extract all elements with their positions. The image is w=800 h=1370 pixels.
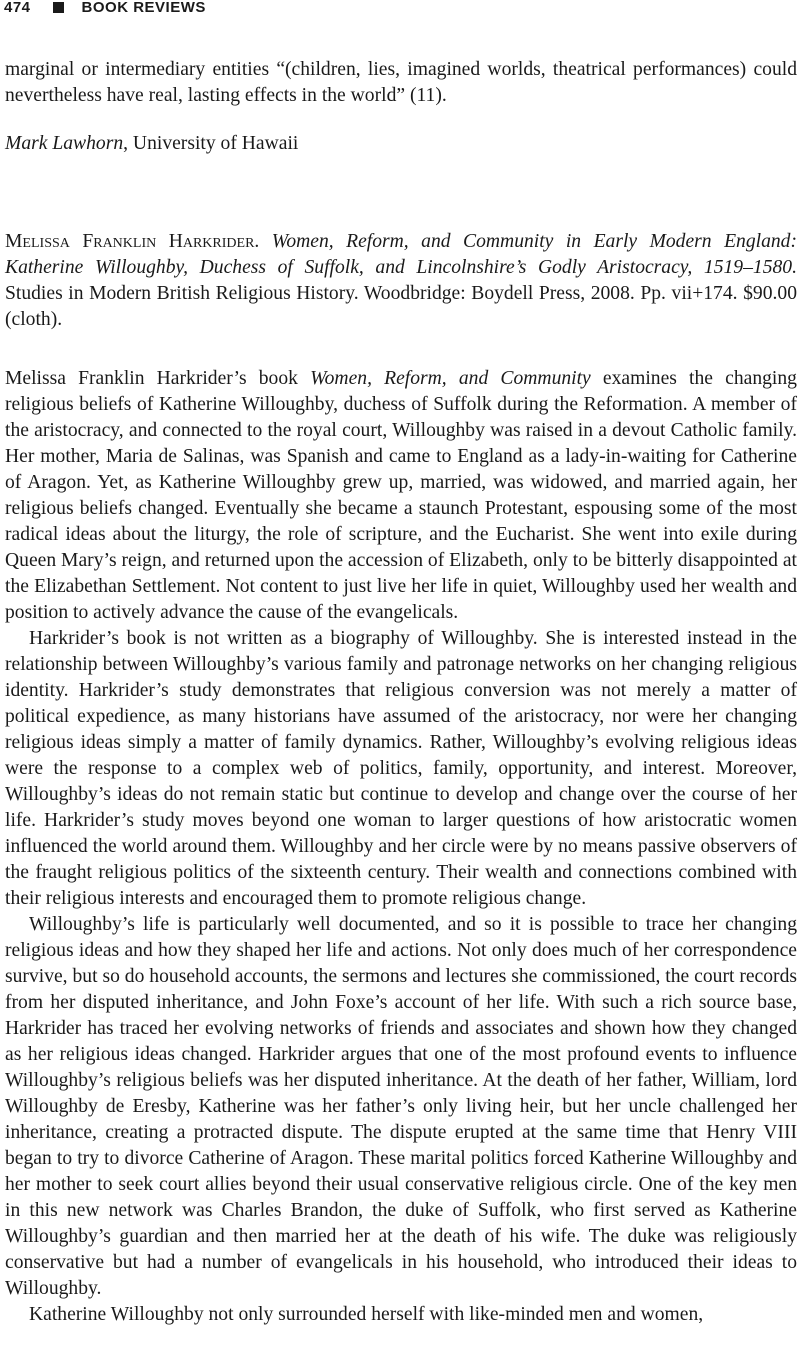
- book-author: Melissa Franklin Harkrider.: [5, 231, 260, 252]
- page-number: 474: [4, 0, 31, 16]
- previous-review-ending: [5, 57, 797, 109]
- book-citation: [5, 229, 797, 333]
- reviewer-signature: [5, 131, 797, 157]
- paragraph-1: [5, 366, 797, 626]
- previous-review-closing-text: marginal or intermediary entities “(children, lies, imagined worlds, theatrical performances) could nevertheless have real, lasting effects in the world” (11).: [5, 59, 797, 106]
- paragraph-2: Harkrider’s book is not written as a biography of Willoughby. She is interested instead in the relationship between Willoughby’s various family and patronage networks on her changing religious identity. Harkrider’s study demonstrates that religious conversion was not merely a matter of political expedience, as many historians have assumed of the aristocracy, nor were her changing religious ideas simply a matter of family dynamics. Rather, Willoughby’s evolving religious ideas were the response to a complex web of politics, family, opportunity, and interest. Moreover, Willoughby’s ideas do not remain static but continue to develop and change over the course of her life. Harkrider’s study moves beyond one woman to larger questions of how aristocratic women influenced the world around them. Willoughby and her circle were by no means passive observers of the fraught religious politics of the sixteenth century. Their wealth and connections combined with their religious interests and encouraged them to promote religious change.: [5, 628, 797, 909]
- reviewer-name: Mark Lawhorn: [5, 133, 124, 154]
- book-publication-details: Studies in Modern British Religious History. Woodbridge: Boydell Press, 2008. Pp. vii+174. $90.00 (cloth).: [5, 283, 797, 330]
- paragraph-1-lead: Melissa Franklin Harkrider’s book: [5, 368, 298, 389]
- reviewer-affiliation: , University of Hawaii: [123, 133, 299, 154]
- paragraph-1-rest: examines the changing religious beliefs of Katherine Willoughby, duchess of Suffolk during the Reformation. A member of the aristocracy, and connected to the royal court, Willoughby was raised in a devout Catholic family. Her mother, Maria de Salinas, was Spanish and came to England as a lady-in-waiting for Catherine of Aragon. Yet, as Katherine Willoughby grew up, married, was widowed, and married again, her religious beliefs changed. Eventually she became a staunch Protestant, espousing some of the most radical ideas about the liturgy, the role of scripture, and the Eucharist. She went into exile during Queen Mary’s reign, and returned upon the accession of Elizabeth, only to be bitterly disappointed at the Elizabethan Settlement. Not content to just live her life in quiet, Willoughby used her wealth and position to actively advance the cause of the evangelicals.: [5, 368, 797, 623]
- paragraph-3: Willoughby’s life is particularly well documented, and so it is possible to trace her changing religious ideas and how they shaped her life and actions. Not only does much of her correspondence survive, but so do household accounts, the sermons and lectures she commissioned, the court records from her disputed inheritance, and John Foxe’s account of her life. With such a rich source base, Harkrider has traced her evolving networks of friends and associates and shown how they changed as her religious ideas changed. Harkrider argues that one of the most profound events to influence Willoughby’s religious beliefs was her disputed inheritance. At the death of her father, William, lord Willoughby de Eresby, Katherine was her father’s only living heir, but her uncle challenged her inheritance, creating a protracted dispute. The dispute erupted at the same time that Henry VIII began to try to divorce Catherine of Aragon. These marital politics forced Katherine Willoughby and her mother to seek court allies beyond their usual conservative religious circle. One of the key men in this new network was Charles Brandon, the duke of Suffolk, who first served as Katherine Willoughby’s guardian and then married her at the death of his wife. The duke was religiously conservative but had a number of evangelicals in his household, who introduced their ideas to Willoughby.: [5, 914, 797, 1299]
- paragraph-1-book-title: Women, Reform, and Community: [310, 368, 591, 389]
- square-bullet-icon: [53, 2, 64, 13]
- paragraph-4: Katherine Willoughby not only surrounded herself with like-minded men and women,: [29, 1304, 704, 1325]
- section-title: BOOK REVIEWS: [81, 0, 206, 16]
- book-title: Women, Reform, and Community in Early Modern England: Katherine Willoughby, Duchess of Suffolk, and Lincolnshire’s Godly Aristocracy, 1519–1580.: [5, 231, 797, 278]
- running-head: [4, 0, 206, 18]
- review-body: [5, 366, 797, 1328]
